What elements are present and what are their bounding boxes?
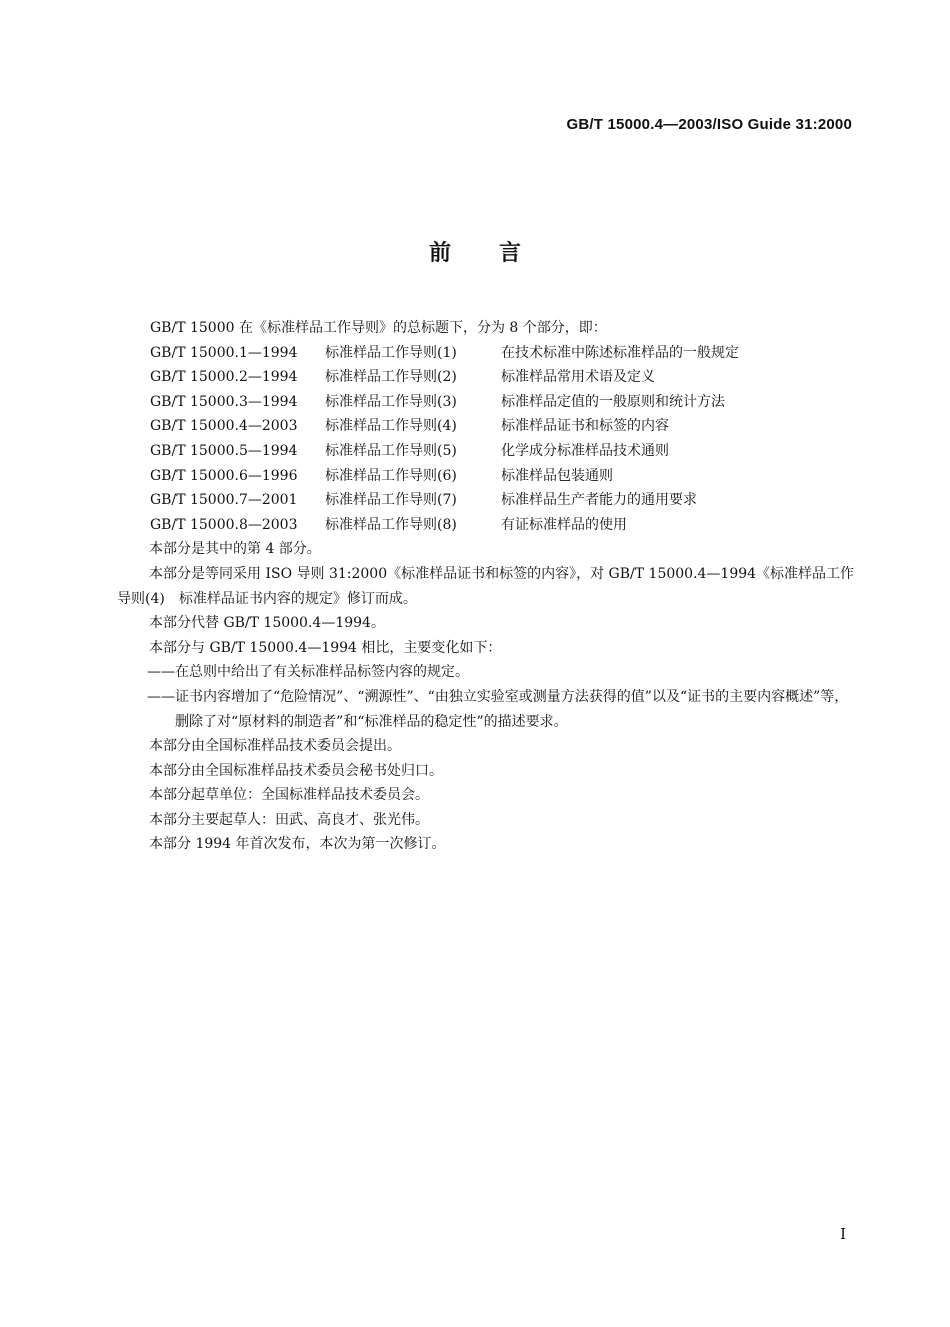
part-code: GB/T 15000.1—1994 <box>150 344 298 361</box>
part-number-paragraph: 本部分是其中的第 4 部分。 <box>149 541 321 558</box>
part-subtitle: 标准样品生产者能力的通用要求 <box>501 492 697 509</box>
part-code: GB/T 15000.2—1994 <box>150 369 298 386</box>
list-item <box>117 390 857 415</box>
intro-paragraph: GB/T 15000 在《标准样品工作导则》的总标题下，分为 8 个部分，即： <box>150 320 607 336</box>
part-title: 标准样品工作导则(7) <box>325 492 457 509</box>
changes-intro-paragraph: 本部分与 GB/T 15000.4—1994 相比，主要变化如下： <box>149 639 502 656</box>
parts-list <box>117 341 857 538</box>
list-item <box>117 464 857 489</box>
adoption-paragraph: 本部分是等同采用 ISO 导则 31:2000《标准样品证书和标签的内容》，对 GB/T 15000.4—1994《标准样品工作导则(4) 标准样品证书内容的规定》修订而成。 <box>117 565 855 607</box>
part-title: 标准样品工作导则(3) <box>325 393 457 410</box>
part-subtitle: 标准样品定值的一般原则和统计方法 <box>501 393 725 410</box>
page-title: 前言 <box>428 241 569 266</box>
foreword-body <box>117 316 857 857</box>
change-item: ——在总则中给出了有关标准样品标签内容的规定。 <box>147 664 469 681</box>
list-item <box>117 488 857 513</box>
part-subtitle: 化学成分标准样品技术通则 <box>501 442 669 459</box>
part-subtitle: 标准样品常用术语及定义 <box>501 369 655 386</box>
list-item <box>117 513 857 538</box>
page-number: I <box>840 1225 846 1243</box>
part-subtitle: 有证标准样品的使用 <box>501 516 627 533</box>
part-code: GB/T 15000.6—1996 <box>150 467 298 484</box>
list-item <box>117 414 857 439</box>
part-title: 标准样品工作导则(8) <box>325 516 457 533</box>
list-item <box>117 365 857 390</box>
drafting-unit-paragraph: 本部分起草单位：全国标准样品技术委员会。 <box>149 787 429 804</box>
part-subtitle: 标准样品包装通则 <box>501 467 613 484</box>
part-code: GB/T 15000.8—2003 <box>150 516 298 533</box>
part-title: 标准样品工作导则(2) <box>325 369 457 386</box>
administrator-paragraph: 本部分由全国标准样品技术委员会秘书处归口。 <box>149 762 443 779</box>
standard-code-header: GB/T 15000.4—2003/ISO Guide 31:2000 <box>566 116 852 133</box>
drafters-paragraph: 本部分主要起草人：田武、高良才、张光伟。 <box>149 811 429 828</box>
part-title: 标准样品工作导则(6) <box>325 467 457 484</box>
change-item: ——证书内容增加了“危险情况”、“溯源性”、“由独立实验室或测量方法获得的值”以及“证书的主要内容概述”等，删除了对“原材料的制造者”和“标准样品的稳定性”的描述要求。 <box>147 688 849 730</box>
part-code: GB/T 15000.4—2003 <box>150 418 298 435</box>
part-subtitle: 标准样品证书和标签的内容 <box>501 418 669 435</box>
part-subtitle: 在技术标准中陈述标准样品的一般规定 <box>501 344 739 361</box>
replacement-paragraph: 本部分代替 GB/T 15000.4—1994。 <box>149 615 385 632</box>
proposer-paragraph: 本部分由全国标准样品技术委员会提出。 <box>149 738 401 755</box>
part-code: GB/T 15000.5—1994 <box>150 442 298 459</box>
part-title: 标准样品工作导则(1) <box>325 344 457 361</box>
history-paragraph: 本部分 1994 年首次发布，本次为第一次修订。 <box>149 836 446 853</box>
list-item <box>117 341 857 366</box>
part-title: 标准样品工作导则(4) <box>325 418 457 435</box>
part-code: GB/T 15000.7—2001 <box>150 492 298 509</box>
part-title: 标准样品工作导则(5) <box>325 442 457 459</box>
list-item <box>117 439 857 464</box>
part-code: GB/T 15000.3—1994 <box>150 393 298 410</box>
